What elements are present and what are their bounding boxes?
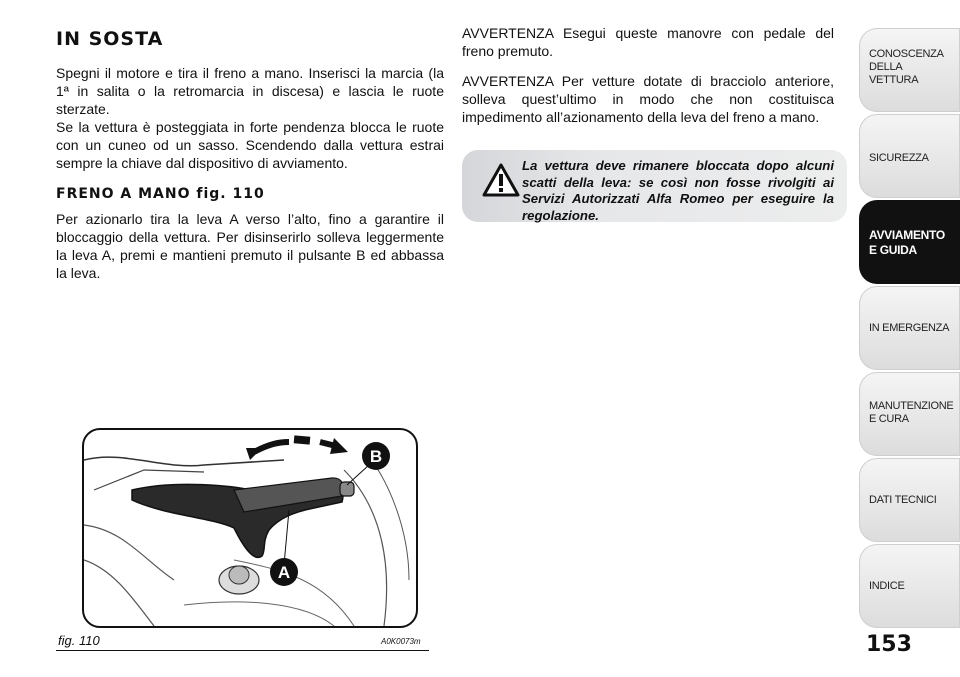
- figure-caption: fig. 110: [58, 633, 100, 648]
- tab-label: AVVIAMENTO E GUIDA: [869, 228, 945, 257]
- left-column: [56, 28, 444, 282]
- figure-rule: [56, 650, 429, 651]
- tab-label: MANUTENZIONE E CURA: [869, 400, 954, 425]
- tab-label: CONOSCENZA DELLA VETTURA: [869, 48, 944, 86]
- tab-label: DATI TECNICI: [869, 494, 937, 506]
- tab-sicurezza[interactable]: [859, 114, 960, 198]
- paragraph-slope: Se la vettura è posteggiata in forte pendenza blocca le ruote con un cuneo od un sasso. Scendendo dalla vettura estrai sempre la chiave dal dispositivo di avviamento.: [56, 119, 444, 171]
- warning-note-1: AVVERTENZA Esegui queste manovre con pedale del freno premuto.: [462, 25, 834, 59]
- right-column: [462, 24, 834, 138]
- label-b: B: [369, 447, 383, 466]
- tab-label: INDICE: [869, 580, 905, 592]
- page-number: 153: [866, 632, 912, 657]
- paragraph-parking: Spegni il motore e tira il freno a mano. Inserisci la marcia (la 1ª in salita o la retromarcia in discesa) e lascia le ruote sterzate.: [56, 65, 444, 117]
- tab-emergenza[interactable]: [859, 286, 960, 370]
- handbrake-illustration: [84, 430, 416, 626]
- warning-note-2: AVVERTENZA Per vetture dotate di bracciolo anteriore, solleva quest’ultimo in modo che non costituisca impedimento all’azionamento della leva del freno a mano.: [462, 73, 834, 125]
- tab-dati-tecnici[interactable]: [859, 458, 960, 542]
- figure-code: A0K0073m: [381, 637, 421, 646]
- alert-text: La vettura deve rimanere bloccata dopo alcuni scatti della leva: se così non fosse rivolgiti ai Servizi Autorizzati Alfa Romeo per eseguire la regolazione.: [522, 158, 834, 223]
- figure-handbrake: [82, 428, 418, 628]
- tab-indice[interactable]: [859, 544, 960, 628]
- paragraph-handbrake: Per azionarlo tira la leva A verso l’alto, fino a garantire il bloccaggio della vettura. Per disinserirlo solleva leggermente la leva A, premi e mantieni premuto il pulsante B ed abbassa la leva.: [56, 211, 444, 281]
- tab-manutenzione[interactable]: [859, 372, 960, 456]
- label-a: A: [277, 563, 291, 582]
- chapter-tabs: [859, 0, 960, 677]
- tab-label: IN EMERGENZA: [869, 322, 950, 334]
- subsection-title: FRENO A MANO fig. 110: [56, 186, 265, 202]
- section-title: IN SOSTA: [56, 28, 164, 50]
- warning-triangle-icon: [482, 162, 520, 198]
- tab-label: SICUREZZA: [869, 152, 929, 164]
- tab-conoscenza[interactable]: [859, 28, 960, 112]
- alert-box: [462, 150, 847, 222]
- tab-avviamento[interactable]: [859, 200, 960, 284]
